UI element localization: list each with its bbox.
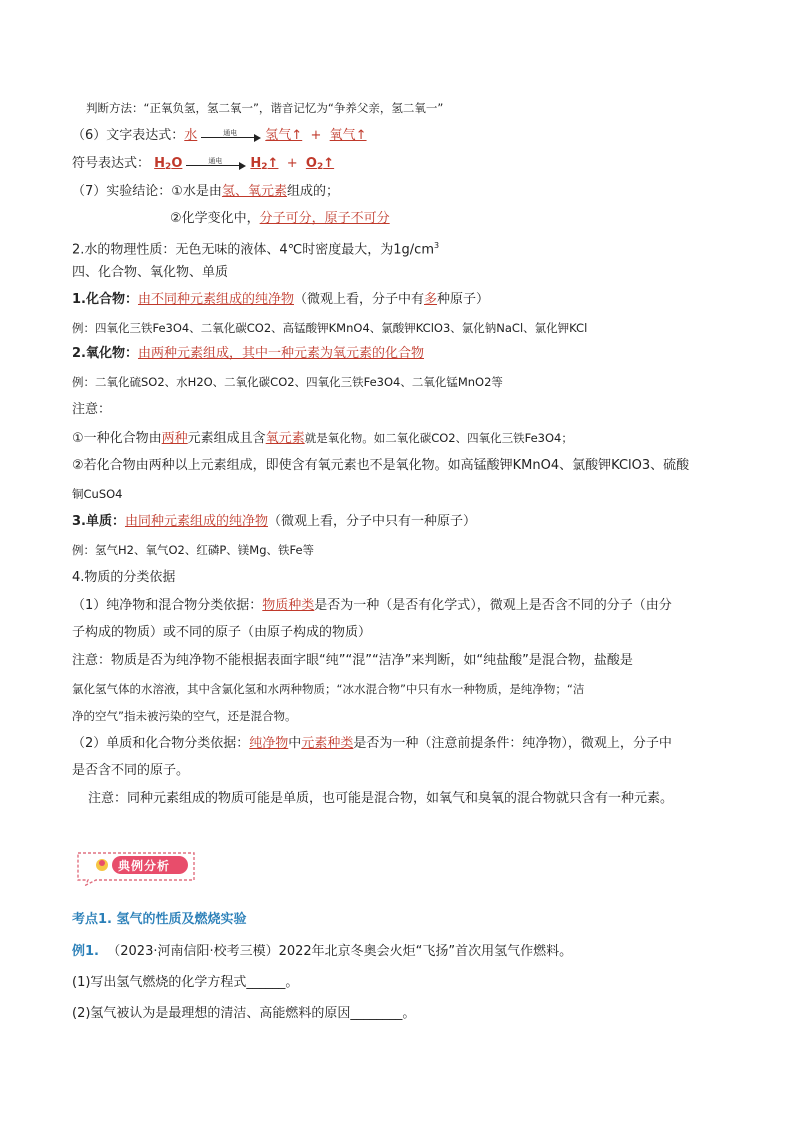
reaction-arrow [201, 129, 261, 143]
oxide-examples: 例：二氧化硫SO2、水H2O、二氧化碳CO2、四氧化三铁Fe3O4、二氧化锰MnO2等 [72, 375, 503, 389]
definition-answer: 由不同种元素组成的纯净物 [137, 292, 294, 307]
word-equation-label: （6）文字表达式： [72, 128, 185, 143]
conclusion-text-end: 组成的； [286, 184, 339, 199]
classification-basis-2 [72, 734, 672, 754]
classification-basis-1-cont: 子构成的物质）或不同的原子（由原子构成的物质） [72, 625, 372, 640]
symbol-equation-line [72, 154, 334, 177]
note-text: 元素组成且含 [187, 431, 266, 446]
note-text: ①一种化合物由 [72, 431, 162, 446]
h2-formula: $H_2↑$ [250, 156, 279, 172]
note-answer: 两种 [161, 431, 188, 446]
element-definition [72, 512, 476, 532]
basis-answer: 物质种类 [262, 598, 315, 613]
question-part-1: (1)写出氢气燃烧的化学方程式______。 [72, 975, 299, 990]
oxygen-product: 氧气↑ [329, 128, 367, 143]
basis-text: 中 [288, 736, 302, 751]
hydrogen-product: 氢气↑ [265, 128, 303, 143]
term-label: 3.单质： [72, 514, 125, 529]
water-physical-properties: 2.水的物理性质：无色无味的液体、4℃时密度最大，为$1g/cm^3$ [72, 241, 440, 258]
lightbulb-icon [74, 850, 75, 851]
oxide-note-2: ②若化合物由两种以上元素组成，即使含有氧元素也不是氧化物。如高锰酸钾KMnO4、氯酸钾KClO3、硫酸 [72, 458, 690, 473]
definition-note: （微观上看，分子中只有一种原子） [268, 514, 477, 529]
judge-method-line: 判断方法：“正氧负氢，氢二氧一”，谐音记忆为“争养父亲，氢二氧一” [86, 101, 444, 115]
example-1-question [72, 942, 572, 962]
note-answer: 氧元素 [265, 431, 305, 446]
water-word: 水 [184, 128, 198, 143]
oxide-note-2-cont: 铜CuSO4 [72, 487, 123, 501]
example-text: （2023·河南信阳·校考三模）2022年北京冬奥会火炬“飞扬”首次用氢气作燃料。 [107, 944, 573, 959]
term-label: 1.化合物： [72, 292, 138, 307]
compound-examples: 例：四氧化三铁Fe3O4、二氧化碳CO2、高锰酸钾KMnO4、氯酸钾KClO3、氯化钠NaCl、氯化钾KCl [72, 321, 588, 335]
conclusion-line-2 [170, 209, 390, 229]
arrow-condition: 通电 [208, 156, 223, 165]
basis-text-end: 是否为一种（注意前提条件：纯净物），微观上，分子中 [353, 736, 672, 751]
symbol-equation-label: 符号表达式： [72, 156, 151, 171]
oxide-note-1 [72, 428, 573, 449]
classification-basis-2-cont: 是否含不同的原子。 [72, 763, 190, 778]
definition-answer: 多 [424, 292, 438, 307]
arrow-condition: 通电 [223, 128, 238, 137]
conclusion-text: ②化学变化中， [170, 211, 260, 226]
section-heading: 四、化合物、氧化物、单质 [72, 265, 229, 280]
basis-answer: 元素种类 [301, 736, 354, 751]
element-note: 注意：同种元素组成的物质可能是单质，也可能是混合物，如氧气和臭氧的混合物就只含有一种元素。 [88, 791, 674, 806]
compound-definition [72, 290, 489, 310]
h2o-formula: $H_2O$ [154, 156, 183, 172]
note-text-end: 就是氧化物。如二氧化碳CO2、四氧化三铁Fe3O4； [304, 431, 573, 445]
basis-answer: 纯净物 [249, 736, 289, 751]
note-label: 注意： [72, 402, 112, 417]
conclusion-answer: 氢、氧元素 [221, 184, 287, 199]
example-label: 例1. [72, 944, 99, 959]
purity-note-2: 氯化氢气体的水溶液，其中含氯化氢和水两种物质；“冰水混合物”中只有水一种物质，是纯净物；“洁 [72, 682, 585, 696]
badge-label: 典例分析 [118, 859, 171, 873]
classification-heading: 4.物质的分类依据 [72, 570, 176, 585]
basis-text-end: 是否为一种（是否有化学式），微观上是否含不同的分子（由分 [314, 598, 672, 613]
conclusion-line-1 [72, 182, 339, 202]
properties-text: 2.水的物理性质：无色无味的液体、4℃时密度最大，为1g/cm [72, 242, 434, 258]
purity-note-1: 注意：物质是否为纯净物不能根据表面字眼“纯”“混”“洁净”来判断，如“纯盐酸”是混合物，盐酸是 [72, 653, 633, 668]
basis-text: （2）单质和化合物分类依据： [72, 736, 250, 751]
definition-note-end: 种原子） [437, 292, 490, 307]
word-equation-line [72, 126, 367, 146]
plus-sign: + [286, 156, 298, 171]
reaction-arrow [186, 157, 246, 171]
o2-formula: $O_2↑$ [305, 156, 335, 172]
oxide-definition [72, 344, 424, 364]
conclusion-answer: 分子可分，原子不可分 [259, 211, 390, 226]
element-examples: 例：氢气H2、氧气O2、红磷P、镁Mg、铁Fe等 [72, 543, 315, 557]
purity-note-3: 净的空气”指未被污染的空气，还是混合物。 [72, 709, 297, 723]
exam-point-heading: 考点1. 氢气的性质及燃烧实验 [72, 912, 247, 927]
question-part-2: (2)氢气被认为是最理想的清洁、高能燃料的原因________。 [72, 1006, 416, 1021]
basis-text: （1）纯净物和混合物分类依据： [72, 598, 263, 613]
classification-basis-1 [72, 596, 672, 616]
definition-note: （微观上看，分子中有 [294, 292, 425, 307]
example-analysis-badge [74, 850, 198, 886]
term-label: 2.氧化物： [72, 346, 138, 361]
plus-sign: + [310, 128, 322, 143]
conclusion-text: （7）实验结论：①水是由 [72, 184, 222, 199]
definition-answer: 由同种元素组成的纯净物 [124, 514, 268, 529]
definition-answer: 由两种元素组成，其中一种元素为氧元素的化合物 [137, 346, 424, 361]
